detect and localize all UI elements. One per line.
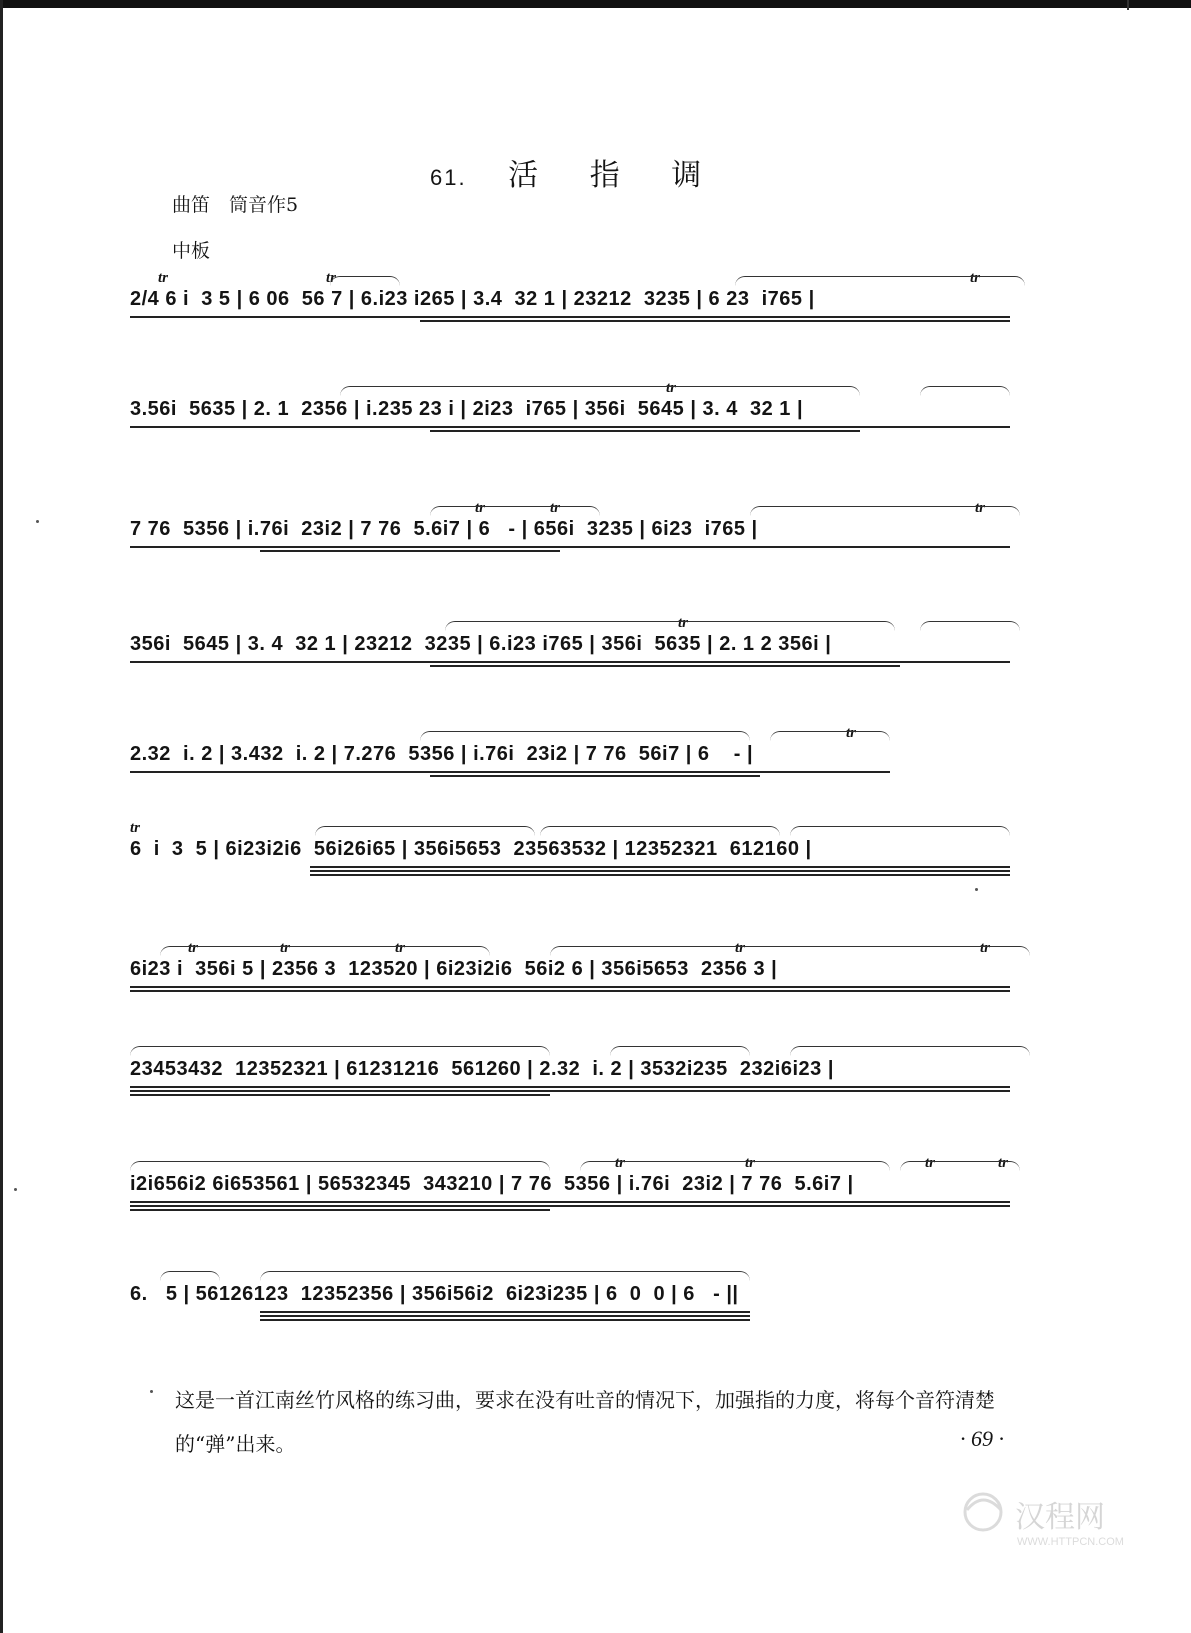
trill-mark: tr — [970, 270, 981, 286]
staff-notation: 23453432 12352321 | 61231216 561260 | 2.32 i. 2 | 3532i235 232i6i23 | — [130, 1058, 834, 1080]
staff-notation: 2.32 i. 2 | 3.432 i. 2 | 7.276 5356 | i.76i 23i2 | 7 76 56i7 | 6 - | — [130, 743, 754, 765]
title-number: 61. — [430, 165, 467, 190]
scan-speck — [14, 1188, 17, 1191]
staff-notation: 6 i 3 5 | 6i23i2i6 56i26i65 | 356i5653 23563532 | 12352321 612160 | — [130, 838, 812, 860]
staff-notation: 2/4 6 i 3 5 | 6 06 56 7 | 6.i23 i265 | 3.4 32 1 | 23212 3235 | 6 23 i765 | — [130, 288, 815, 310]
slur — [420, 731, 750, 742]
trill-mark: tr — [615, 1155, 626, 1171]
staff-row-6 — [130, 820, 1030, 880]
beam-line — [130, 1201, 1010, 1203]
staff-notation: i2i656i2 6i653561 | 56532345 343210 | 7 76 5356 | i.76i 23i2 | 7 76 5.6i7 | — [130, 1173, 854, 1195]
slur — [790, 826, 1010, 837]
staff-notation: 3.56i 5635 | 2. 1 2356 | i.235 23 i | 2i23 i765 | 356i 5645 | 3. 4 32 1 | — [130, 398, 804, 420]
trill-mark: tr — [925, 1155, 936, 1171]
staff-row-4 — [130, 615, 1030, 675]
beam-line — [130, 661, 1010, 663]
trill-mark: tr — [326, 270, 337, 286]
watermark — [955, 1480, 1145, 1560]
beam-line — [430, 430, 860, 432]
beam-line — [130, 316, 1010, 318]
slur — [160, 1271, 220, 1282]
scan-edge-top — [0, 0, 1191, 8]
beam-line — [130, 1094, 550, 1096]
piece-title — [430, 150, 830, 194]
watermark-name: 汉程网 — [1015, 1500, 1105, 1535]
trill-mark: tr — [188, 940, 199, 956]
trill-mark: tr — [158, 270, 169, 286]
tempo-label: 中板 — [172, 240, 211, 262]
beam-line — [130, 546, 1010, 548]
staff-notation: 7 76 5356 | i.76i 23i2 | 7 76 5.6i7 | 6 - | 656i 3235 | 6i23 i765 | — [130, 518, 758, 540]
slur — [580, 1161, 890, 1172]
slur — [790, 1046, 1030, 1057]
beam-line — [310, 870, 1010, 872]
beam-line — [260, 1315, 750, 1317]
staff-row-1 — [130, 270, 1030, 330]
staff-notation: 6. 5 | 56126123 12352356 | 356i56i2 6i23i235 | 6 0 0 | 6 - || — [130, 1283, 739, 1305]
beam-line — [130, 1086, 1010, 1088]
beam-line — [430, 775, 760, 777]
scan-speck — [975, 888, 978, 891]
performance-note: 这是一首江南丝竹风格的练习曲，要求在没有吐音的情况下，加强指的力度，将每个音符清楚的“弹”出来。 — [175, 1388, 995, 1456]
beam-line — [130, 426, 1010, 428]
beam-line — [130, 1205, 1010, 1207]
beam-line — [430, 665, 900, 667]
slur — [130, 1161, 550, 1172]
slur — [610, 1046, 750, 1057]
beam-line — [310, 874, 1010, 876]
instrument-label: 曲笛 筒音作5 — [172, 194, 299, 216]
trill-mark: tr — [735, 940, 746, 956]
beam-line — [260, 1319, 750, 1321]
slur — [770, 731, 890, 742]
staff-row-2 — [130, 380, 1030, 440]
staff-row-10 — [130, 1265, 1030, 1325]
scan-speck — [150, 1390, 153, 1393]
beam-line — [130, 990, 1010, 992]
slur — [900, 1161, 1020, 1172]
beam-line — [130, 1090, 1010, 1092]
slur — [315, 826, 535, 837]
beam-line — [260, 550, 560, 552]
staff-notation: 356i 5645 | 3. 4 32 1 | 23212 3235 | 6.i23 i765 | 356i 5635 | 2. 1 2 356i | — [130, 633, 832, 655]
slur — [330, 276, 400, 287]
trill-mark: tr — [550, 500, 561, 516]
trill-mark: tr — [678, 615, 689, 631]
slur — [540, 826, 780, 837]
staff-row-8 — [130, 1040, 1030, 1100]
trill-mark: tr — [980, 940, 991, 956]
title-char-1: 活 — [508, 158, 541, 193]
trill-mark: tr — [280, 940, 291, 956]
slur — [260, 1271, 750, 1282]
slur — [340, 386, 860, 397]
slur — [735, 276, 1025, 287]
beam-line — [130, 986, 1010, 988]
trill-mark: tr — [745, 1155, 756, 1171]
staff-notation: 6i23 i 356i 5 | 2356 3 123520 | 6i23i2i6 56i2 6 | 356i5653 2356 3 | — [130, 958, 778, 980]
watermark-logo-icon — [955, 1480, 1015, 1540]
staff-row-3 — [130, 500, 1030, 560]
slur — [920, 621, 1020, 632]
title-char-3: 调 — [671, 158, 704, 193]
slur — [550, 946, 1030, 957]
slur — [445, 621, 895, 632]
beam-line — [310, 866, 1010, 868]
slur — [920, 386, 1010, 397]
page-number: · 69 · — [960, 1426, 1004, 1451]
trill-mark: tr — [975, 500, 986, 516]
trill-mark: tr — [846, 725, 857, 741]
staff-row-5 — [130, 725, 1030, 785]
trill-mark: tr — [666, 380, 677, 396]
slur — [750, 506, 1020, 517]
scan-edge-mark — [1127, 0, 1129, 10]
slur — [130, 1046, 550, 1057]
staff-row-7 — [130, 940, 1030, 1000]
trill-mark: tr — [475, 500, 486, 516]
slur — [430, 506, 600, 517]
trill-mark: tr — [130, 820, 141, 836]
trill-mark: tr — [395, 940, 406, 956]
trill-mark: tr — [998, 1155, 1009, 1171]
scan-speck — [36, 520, 39, 523]
beam-line — [130, 1209, 550, 1211]
title-char-2: 指 — [589, 158, 622, 193]
scan-edge-left — [0, 0, 3, 1633]
watermark-url: WWW.HTTPCN.COM — [1017, 1536, 1124, 1548]
staff-row-9 — [130, 1155, 1030, 1215]
beam-line — [420, 320, 1010, 322]
beam-line — [260, 1311, 750, 1313]
slur — [160, 946, 490, 957]
beam-line — [130, 771, 890, 773]
